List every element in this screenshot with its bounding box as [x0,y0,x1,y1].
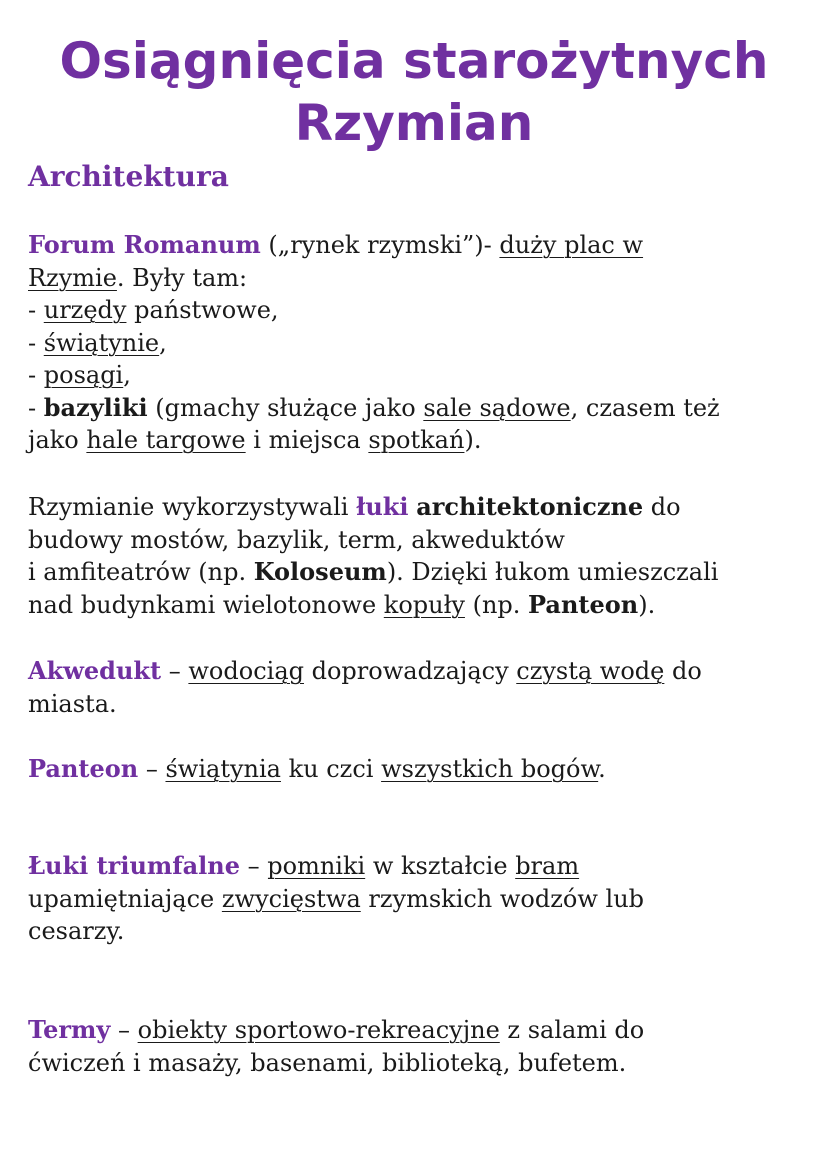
underline-text: bram [515,852,580,880]
term-luki: łuki [356,492,409,521]
underline-text: kopuły [383,590,465,619]
term-luki-triumfalne: Łuki triumfalne [28,851,240,880]
term-panteon: Panteon [28,754,139,783]
underline-text: duży plac w [499,231,644,259]
bold-text: Koloseum [253,557,387,586]
pantheon-paragraph: Panteon – świątynia ku czci wszystkich bogów. [28,754,606,783]
arches-paragraph: Rzymianie wykorzystywali łuki architektoniczne do budowy mostów, bazylik, term, akweduktów i amfiteatrów (np. Koloseum). Dzięki łukom umieszczali nad budynkami wielotonowe kopuły (np. Panteon). [28,492,719,619]
bold-text: architektoniczne [416,492,644,521]
bold-text: Panteon [528,589,639,619]
triumphal-arches-paragraph: Łuki triumfalne – pomniki w kształcie bram upamiętniające zwycięstwa rzymskich wodzów lub cesarzy. [28,851,645,945]
section-heading: Architektura [28,160,229,193]
underline-text: wszystkich bogów [381,755,599,783]
underline-text: czystą wodę [516,657,665,685]
title-line-2: Rzymian [294,94,534,152]
underline-text: urzędy [43,296,127,324]
term-termy: Termy [28,1015,111,1044]
aqueduct-paragraph: Akwedukt – wodociąg doprowadzający czystą wodę do miasta. [28,656,702,718]
underline-text: spotkań [368,426,465,454]
underline-text: świątynia [165,755,281,783]
underline-text: Rzymie [28,263,117,292]
title-line-1: Osiągnięcia starożytnych [59,32,769,90]
underline-text: wodociąg [188,657,304,685]
underline-text: pomniki [267,852,366,880]
forum-romanum-paragraph: Forum Romanum („rynek rzymski”)- duży plac w Rzymie. Były tam: - urzędy państwowe, - świątynie, - posągi, - bazyliki (gmachy służące jako sale sądowe, czasem też jako hale targowe i miejsca spotkań). [28,230,720,454]
underline-text: hale targowe [86,426,246,454]
page-title [0,30,828,154]
underline-text: zwycięstwa [221,884,361,913]
term-forum-romanum: Forum Romanum [28,230,261,259]
underline-text: obiekty sportowo-rekreacyjne [137,1016,500,1044]
baths-paragraph: Termy – obiekty sportowo-rekreacyjne z salami do ćwiczeń i masaży, basenami, biblioteką, bufetem. [28,1015,645,1077]
term-akwedukt: Akwedukt [28,656,162,685]
underline-text: sale sądowe [423,393,571,422]
underline-text: świątynie [43,328,160,357]
underline-text: posągi [43,361,124,389]
bold-text: bazyliki [43,392,148,422]
